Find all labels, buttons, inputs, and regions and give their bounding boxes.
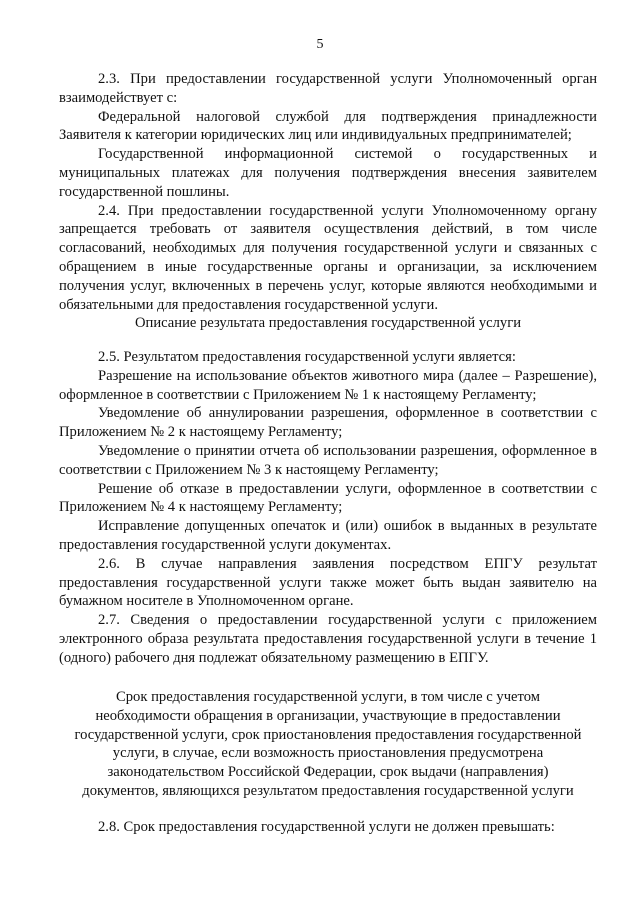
paragraph-2-8: 2.8. Срок предоставления государственной услуги не должен превышать:: [98, 819, 555, 835]
heading-line: услуги, в случае, если возможность приостановления предусмотрена: [112, 745, 544, 762]
paragraph-fns: Федеральной налоговой службой для подтверждения принадлежности Заявителя к категории юридических лиц или индивидуальных предпринимателей;: [59, 108, 597, 144]
paragraph-corrections: Исправление допущенных опечаток и (или) ошибок в выданных в результате предоставления государственной услуги документах.: [59, 518, 597, 553]
section-interaction: [59, 70, 597, 314]
paragraph-gis-gmp: Государственной информационной системой о государственных и муниципальных платежах для получения подтверждения внесения заявителем государственной пошлины.: [59, 146, 597, 200]
paragraph-2-7: 2.7. Сведения о предоставлении государственной услуги с приложением электронного образа результата предоставления государственной услуги в течение 1 (одного) рабочего дня подлежат обязательному размещению в ЕПГУ.: [59, 612, 597, 666]
heading-line: документов, являющихся результатом предоставления государственной услуги: [82, 782, 574, 799]
paragraph-refusal-decision: Решение об отказе в предоставлении услуги, оформленное в соответствии с Приложением № 4 к настоящему Регламенту;: [59, 480, 597, 516]
paragraph-2-5: 2.5. Результатом предоставления государственной услуги является:: [98, 349, 516, 365]
heading-line: государственной услуги, срок приостановления предоставления государственной: [74, 726, 582, 743]
heading-line: Срок предоставления государственной услуги, в том числе с учетом: [116, 689, 540, 705]
paragraph-report-notice: Уведомление о принятии отчета об использовании разрешения, оформленное в соответствии с Приложением № 3 к настоящему Регламенту;: [59, 442, 597, 478]
heading-result-description: Описание результата предоставления государственной услуги: [134, 315, 522, 331]
paragraph-annulment-notice: Уведомление об аннулировании разрешения, оформленное в соответствии с Приложением № 2 к настоящему Регламенту;: [59, 405, 597, 441]
paragraph-2-3: 2.3. При предоставлении государственной услуги Уполномоченный орган взаимодействует с:: [59, 71, 597, 106]
page-number: 5: [316, 37, 324, 52]
section-term: [59, 818, 597, 837]
paragraph-permit: Разрешение на использование объектов животного мира (далее – Разрешение), оформленное в соответствии с Приложением № 1 к настоящему Регламенту;: [59, 367, 597, 403]
section-result: [59, 348, 597, 668]
paragraph-2-6: 2.6. В случае направления заявления посредством ЕПГУ результат предоставления государственной услуги также может быть выдан заявителю на бумажном носителе в Уполномоченном органе.: [59, 555, 597, 610]
paragraph-2-4: 2.4. При предоставлении государственной услуги Уполномоченному органу запрещается требовать от заявителя осуществления действий, в том числе согласований, необходимых для получения государственной услуги и связанных с обращением в иные государственные органы и организации, за исключением получения услуг, включенных в перечень услуг, которые являются необходимыми и обязательными для предоставления государственной услуги.: [59, 202, 597, 313]
heading-service-term: [70, 688, 586, 801]
heading-line: необходимости обращения в организации, участвующие в предоставлении: [95, 707, 561, 724]
heading-line: законодательством Российской Федерации, срок выдачи (направления): [107, 764, 549, 781]
